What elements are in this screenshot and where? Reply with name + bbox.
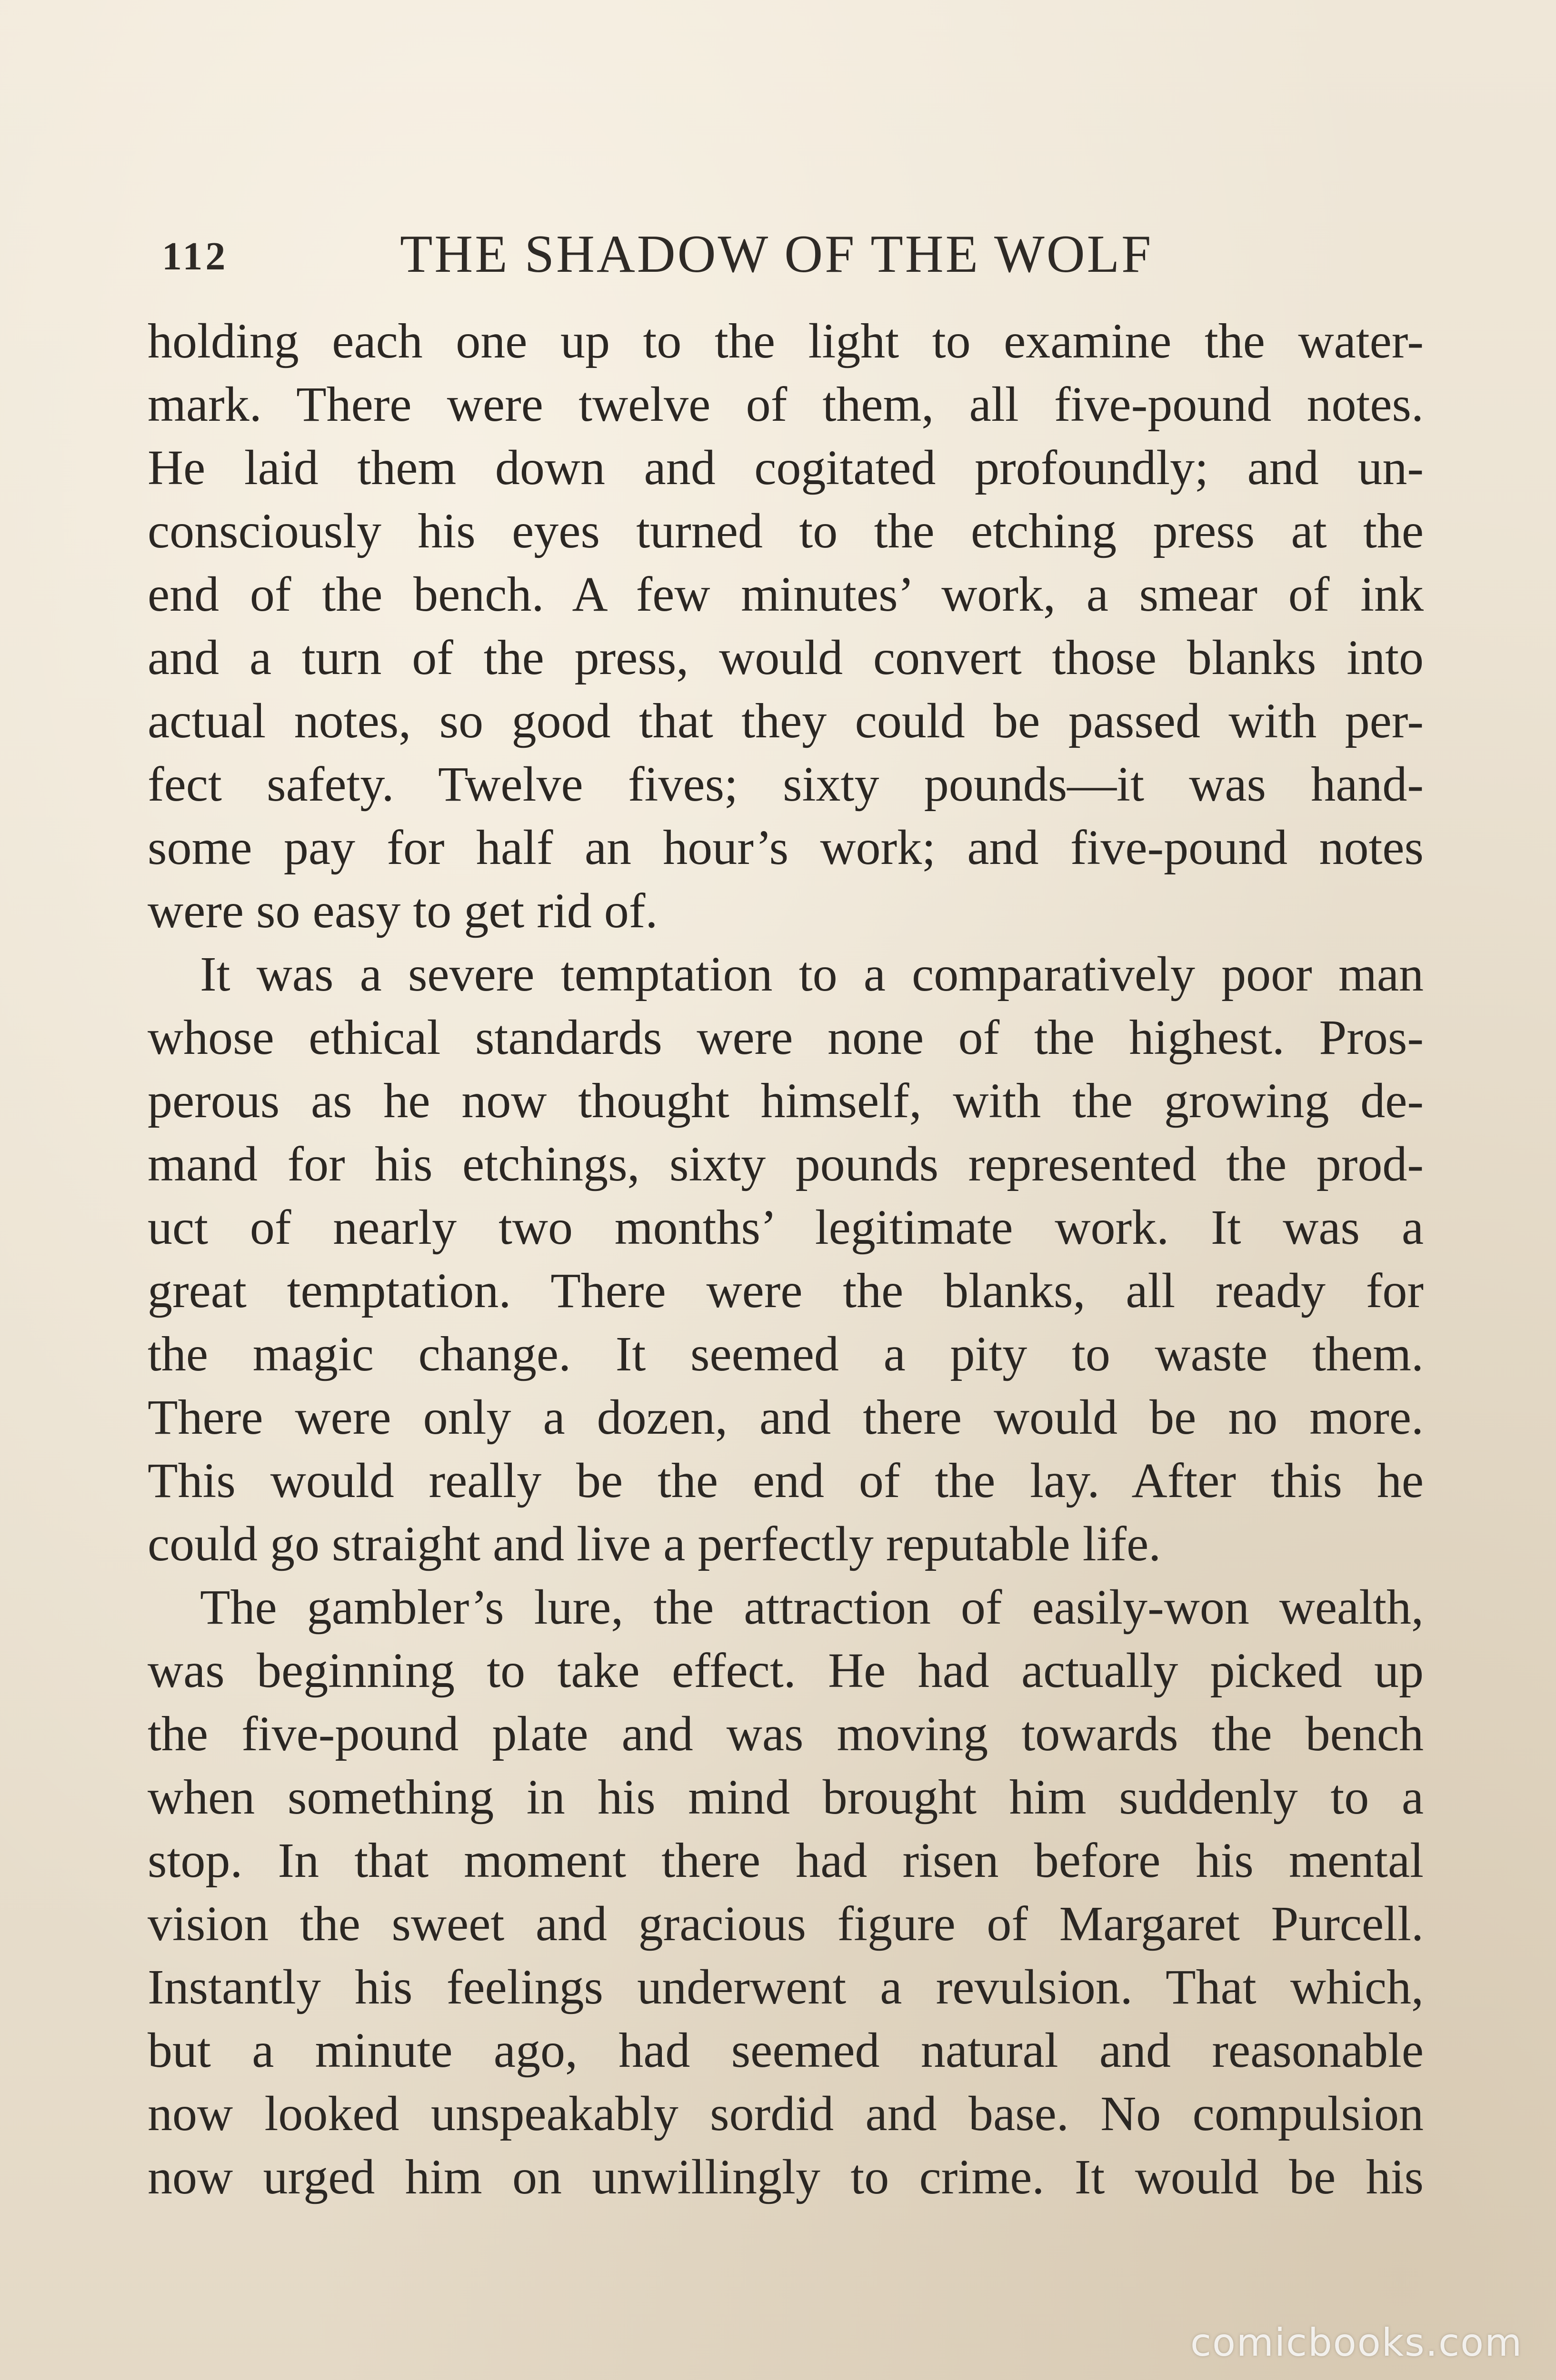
text-line: uct of nearly two months’ legitimate work. It was a: [148, 1200, 1424, 1255]
text-line: He laid them down and cogitated profoundly; and un-: [148, 440, 1424, 495]
text-line: the magic change. It seemed a pity to waste them.: [148, 1327, 1424, 1381]
running-head: [162, 224, 1447, 295]
text-line: Instantly his feelings underwent a revulsion. That which,: [148, 1960, 1424, 2014]
text-line: The gambler’s lure, the attraction of easily-won wealth,: [200, 1580, 1424, 1635]
text-line: end of the bench. A few minutes’ work, a smear of ink: [148, 567, 1424, 622]
text-line: There were only a dozen, and there would be no more.: [148, 1390, 1424, 1445]
text-line: whose ethical standards were none of the highest. Pros-: [148, 1010, 1424, 1065]
paragraph: [148, 1576, 1424, 2209]
paragraph: [148, 942, 1424, 1576]
text-line: great temptation. There were the blanks, all ready for: [148, 1263, 1424, 1318]
text-line: This would really be the end of the lay. After this he: [148, 1453, 1424, 1508]
text-line: some pay for half an hour’s work; and five-pound notes: [148, 820, 1424, 875]
page-number: 112: [162, 234, 229, 278]
text-line: could go straight and live a perfectly reputable life.: [148, 1517, 1161, 1571]
paragraph: [148, 309, 1424, 942]
text-line: stop. In that moment there had risen before his mental: [148, 1833, 1424, 1888]
text-line: perous as he now thought himself, with the growing de-: [148, 1073, 1424, 1128]
body-text: [148, 309, 1424, 2209]
text-line: consciously his eyes turned to the etching press at the: [148, 504, 1424, 558]
text-line: It was a severe temptation to a comparatively poor man: [200, 947, 1424, 1002]
text-line: holding each one up to the light to examine the water-: [148, 314, 1424, 368]
text-line: mand for his etchings, sixty pounds represented the prod-: [148, 1137, 1424, 1191]
text-line: fect safety. Twelve fives; sixty pounds—it was hand-: [148, 757, 1424, 812]
text-line: was beginning to take effect. He had actually picked up: [148, 1643, 1424, 1698]
book-title: THE SHADOW OF THE WOLF: [400, 225, 1153, 284]
site-watermark: comicbooks.com: [1190, 2320, 1523, 2365]
text-line: mark. There were twelve of them, all five-pound notes.: [148, 377, 1424, 432]
text-line: the five-pound plate and was moving towards the bench: [148, 1706, 1424, 1761]
text-line: and a turn of the press, would convert those blanks into: [148, 630, 1424, 685]
text-line: when something in his mind brought him suddenly to a: [148, 1770, 1424, 1825]
text-line: actual notes, so good that they could be passed with per-: [148, 694, 1424, 748]
text-line: now urged him on unwillingly to crime. It would be his: [148, 2150, 1424, 2204]
text-line: were so easy to get rid of.: [148, 883, 658, 938]
text-line: vision the sweet and gracious figure of Margaret Purcell.: [148, 1896, 1424, 1951]
text-line: but a minute ago, had seemed natural and reasonable: [148, 2023, 1424, 2078]
text-line: now looked unspeakably sordid and base. No compulsion: [148, 2086, 1424, 2141]
